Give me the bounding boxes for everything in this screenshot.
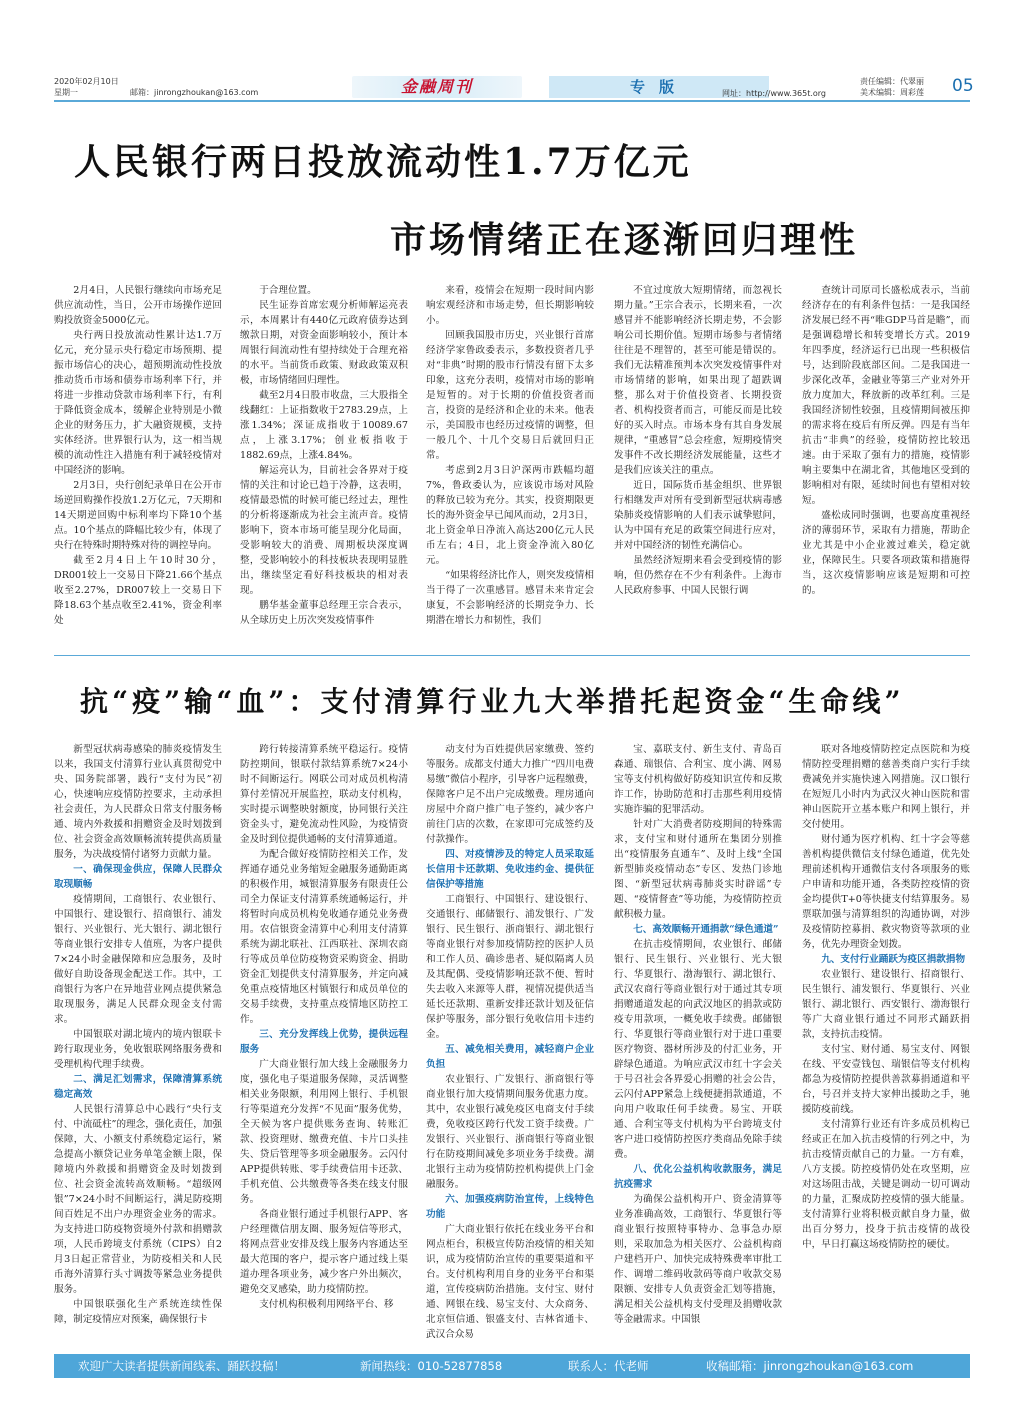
section-subheading: 八、优化公益机构收款服务，满足抗疫需求 (614, 1164, 782, 1190)
article1-subheadline: 市场情绪正在逐渐回归理性 (390, 219, 859, 261)
article2-column (426, 742, 594, 1354)
paragraph: 于合理位置。 (259, 285, 317, 296)
article2-headline: 抗“疫”输“血”：支付清算行业九大举措托起资金“生命线” (80, 685, 905, 718)
article2-column (614, 742, 782, 1354)
paragraph: 新型冠状病毒感染的肺炎疫情发生以来，我国支付清算行业认真贯彻党中央、国务院部署，践行“支付为民”初心，快速响应疫情防控要求，主动承担社会责任，为人民群众日常支付服务畅通、境内外救援和捐赠资金及时划拨到位、社会资金高效顺畅流转提供高质量服务，为决战疫情付诸努力贡献力量。 (54, 744, 222, 860)
issue-weekday: 星期一 (54, 88, 78, 97)
article2-column (54, 742, 222, 1354)
paragraph: 支付宝、财付通、易宝支付、网银在线、平安壹钱包、瑞银信等支付机构都急为疫情防控提供善款募捐通道和平台，号召并支持大家伸出援助之手，驰援防疫前线。 (802, 1044, 970, 1115)
paragraph: 回顾我国股市历史，兴业银行首席经济学家鲁政委表示，多数投资者几乎对“非典”时期的股市行情没有留下太多印象，这充分表明，疫情对市场的影响是短暂的。对于长期的价值投资者而言，投资的是经济和企业的未来。他表示，美国股市也经历过疫情的调整，但一般几个、十几个交易日后就回归正常。 (426, 330, 594, 461)
article1-column (802, 283, 970, 635)
editor-name: 责任编辑：代翠丽 (860, 77, 924, 86)
paragraph: 农业银行、广发银行、浙商银行等商业银行加大疫情期间服务优惠力度。其中，农业银行减免疫区电商支付手续费，免收疫区跨行代发工资手续费。广发银行、兴业银行、浙商银行等商业银行在防疫期间减免多项业务手续费。湖北银行主动为疫情防控机构提供上门金融服务。 (426, 1074, 594, 1190)
paragraph: 支付清算行业还有许多成员机构已经或正在加入抗击疫情的行列之中，为抗击疫情贡献自己的力量。一方有难，八方支援。防控疫情仍处在攻坚期，应对这场阻击战，关键是调动一切可调动的力量，汇聚成防控疫情的强大能量。支付清算行业将积极贡献自身力量，做出百分努力，投身于抗击疫情的战役中，早日打赢这场疫情防控的硬仗。 (802, 1119, 970, 1250)
paragraph: 盛松成同时强调，也要高度重视经济的薄弱环节，采取有力措施，帮助企业尤其是中小企业渡过难关，稳定就业，保障民生。只要各项政策和措施得当，这次疫情影响应该是短期和可控的。 (802, 510, 970, 596)
section-subheading: 一、确保现金供应，保障人民群众取现顺畅 (54, 864, 222, 890)
header-rule (54, 100, 970, 102)
paragraph: 截至2月4日股市收盘，三大股指全线翻红：上证指数收于2783.29点，上涨1.34%；深证成指收于10089.67点，上涨3.17%；创业板指收于1882.69点，上涨4.84%。 (240, 390, 408, 461)
paragraph: 联对各地疫情防控定点医院和为疫情防控受理捐赠的慈善类商户实行手续费减免并实施快速入网措施。汉口银行在短短几小时内为武汉火神山医院和雷神山医院开立基本账户和网上银行，并交付使用。 (802, 744, 970, 830)
section-divider (54, 655, 970, 656)
paragraph: 支付机构积极利用网络平台、移 (259, 1299, 394, 1310)
paragraph: 为配合做好疫情防控相关工作，发挥通存通兑业务缩短金融服务通勤距离的积极作用，城银清算服务有限责任公司全力保证支付清算系统通畅运行，并将暂时向成员机构免收通存通兑业务费用。农信银资金清算中心利用支付清算系统为湖北联社、江西联社、深圳农商行等成员单位防疫物资采购资金、捐助资金汇划提供支付清算服务，并定向减免重点疫情地区村镇银行和成员单位的交易手续费，支持重点疫情地区防控工作。 (240, 849, 408, 1025)
masthead-logo: 金融周刊 (352, 76, 522, 98)
paragraph: 2月4日，人民银行继续向市场充足供应流动性，当日，公开市场操作逆回购投放资金5000亿元。 (54, 285, 222, 326)
paragraph: 截至2月4日上午10时30分，DR001较上一交易日下降21.66个基点收至2.27%，DR007较上一交易日下降18.63个基点收至2.41%，资金利率处 (54, 555, 222, 626)
paragraph: 解运亮认为，目前社会各界对于疫情的关注和讨论已趋于冷静，这表明，疫情最恐慌的时候可能已经过去，理性的分析将逐渐成为社会主流声音。疫情影响下，资本市场可能呈现分化局面，受影响较大的消费、周期板块深度调整，受影响较小的科技板块表现明显胜出，继续坚定看好科技板块的相对表现。 (240, 465, 408, 596)
header-website: 网址：http://www.365t.org (722, 89, 827, 98)
section-subheading: 六、加强疫病防治宣传，上线特色功能 (426, 1194, 594, 1220)
issue-date-block (54, 76, 119, 98)
header-email: 邮箱：jinrongzhoukan@163.com (130, 88, 259, 97)
art-editor-name: 美术编辑：周彩莲 (860, 88, 924, 97)
paragraph: 针对广大消费者防疫期间的特殊需求，支付宝和财付通所在集团分别推出“疫情服务直通车”、及时上线“全国新型肺炎疫情动态”专区、发热门诊地图、“新型冠状病毒肺炎实时辟谣”专题、“疫情督查”等功能，为疫情防控贡献积极力量。 (614, 819, 782, 920)
footer-mailbox: 收稿邮箱：jinrongzhoukan@163.com (706, 1359, 914, 1373)
section-subheading: 三、充分发挥线上优势，提供远程服务 (240, 1029, 408, 1055)
article1-column (54, 283, 222, 635)
paragraph: 中国银联对湖北境内的境内银联卡跨行取现业务，免收银联网络服务费和受理机构代理手续费。 (54, 1029, 222, 1070)
article2-column (802, 742, 970, 1354)
paragraph: 民生证券首席宏观分析师解运亮表示，本周累计有440亿元政府债券达到缴款日期，对资金面影响较小，预计本周银行间流动性有望持续处于合理充裕的水平。当前货币政策、财政政策双积极，市场情绪回归理性。 (240, 300, 408, 386)
section-subheading: 九、支付行业踊跃为疫区捐款捐物 (821, 954, 966, 965)
paragraph: 查统计司原司长盛松成表示，当前经济存在的有利条件包括：一是我国经济发展已经不再“唯GDP马首是瞻”，而是强调稳增长和转变增长方式。2019年四季度，经济运行已出现一些积极信号，达到阶段底部区间。二是我国进一步深化改革，金融业等第三产业对外开放力度加大，释放新的改革红利。三是我国经济韧性较强，且疫情期间被压抑的需求将在疫后有所反弹。四是有当年抗击“非典”的经验，疫情防控比较迅速。由于采取了强有力的措施，疫情影响主要集中在湖北省，其他地区受到的影响相对有限，延续时间也有望相对较短。 (802, 285, 970, 506)
paragraph: 在抗击疫情期间，农业银行、邮储银行、民生银行、兴业银行、光大银行、华夏银行、渤海银行、湖北银行、武汉农商行等商业银行对于通过其专项捐赠通道发起的向武汉地区的捐款或防疫专用款项，一概免收手续费。邮储银行、华夏银行等商业银行对于进口重要医疗物资、器材所涉及的付汇业务，开辟绿色通道。为响应武汉市红十字会关于号召社会各界爱心捐赠的社会公告，云闪付APP紧急上线便捷捐款通道，不向用户收取任何手续费。易宝、开联通、合利宝等支付机构为平台跨境支付客户进口疫情防控医疗类商品免除手续费。 (614, 939, 782, 1160)
paragraph: 鹏华基金董事总经理王宗合表示，从全球历史上历次突发疫情事件 (240, 600, 408, 626)
paragraph: 为确保公益机构开户、资金清算等业务准确高效，工商银行、华夏银行等商业银行按照特事特办、急事急办原则，采取加急为相关医疗、公益机构商户建档开户、加快完成特殊费率审批工作、调增二维码收款码等商户收款交易限额、安排专人负责资金汇划等措施，满足相关公益机构支付受理及捐赠收款等金融需求。中国银 (614, 1194, 782, 1325)
paragraph: “如果将经济比作人，则突发疫情相当于得了一次重感冒。感冒未来肯定会康复，不会影响经济的长期竞争力、长期潜在增长力和韧性，我们 (426, 570, 594, 626)
paragraph: 中国银联强化生产系统连续性保障，制定疫情应对预案，确保银行卡 (54, 1299, 222, 1325)
section-subheading: 四、对疫情涉及的特定人员采取延长信用卡还款期、免收违约金、提供征信保护等措施 (426, 849, 594, 890)
article1-column (426, 283, 594, 635)
paragraph: 农业银行、建设银行、招商银行、民生银行、浦发银行、华夏银行、兴业银行、湖北银行、西安银行、渤海银行等广大商业银行通过不同形式踊跃捐款，支持抗击疫情。 (802, 969, 970, 1040)
footer-slogan: 欢迎广大读者提供新闻线索、踊跃投稿！ (78, 1359, 285, 1373)
paragraph: 跨行转接清算系统平稳运行。疫情防控期间，银联付款结算系统7×24小时不间断运行。网联公司对成员机构清算付差情况开展监控，联动支付机构，实时提示调整映射额度，协同银行关注资金头寸，避免流动性风险，为疫情资金及时到位提供通畅的支付清算通道。 (240, 744, 408, 845)
section-subheading: 七、高效顺畅开通捐款“绿色通道” (633, 924, 779, 935)
article1-column (614, 283, 782, 635)
paragraph: 工商银行、中国银行、建设银行、交通银行、邮储银行、浦发银行、广发银行、民生银行、浙商银行、湖北银行等商业银行对参加疫情防控的医护人员和工作人员、确诊患者、疑似隔离人员及其配偶、受疫情影响还款不便、暂时失去收入来源等人群，视情况提供适当延长还款期、重新安排还款计划及征信保护等服务，部分银行免收信用卡违约金。 (426, 894, 594, 1040)
section-label: 专版 (549, 76, 769, 98)
paragraph: 来看，疫情会在短期一段时间内影响宏观经济和市场走势，但长期影响较小。 (426, 285, 594, 326)
footer-banner (54, 1354, 970, 1378)
article1-headline: 人民银行两日投放流动性1.7万亿元 (74, 141, 692, 183)
paragraph: 各商业银行通过手机银行APP、客户经理微信朋友圈、服务短信等形式，将网点营业安排及线上服务内容通达至最大范围的客户，提示客户通过线上渠道办理各项业务，减少客户外出频次，避免交叉感染，助力疫情防控。 (240, 1209, 408, 1295)
paragraph: 2月3日，央行创纪录单日在公开市场逆回购操作投放1.2万亿元，7天期和14天期逆回购中标利率均下降10个基点。10个基点的降幅比较少有，体现了央行在特殊时期特殊对待的调控导向。 (54, 480, 222, 551)
issue-date: 2020年02月10日 (54, 77, 119, 86)
article1-column (240, 283, 408, 635)
paragraph: 不宜过度放大短期情绪，而忽视长期力量。”王宗合表示，长期来看，一次感冒并不能影响经济长期走势，不会影响公司长期价值。短期市场参与者情绪往往是不理智的，甚至可能是错误的。我们无法精准预判本次突发疫情事件对市场情绪的影响，如果出现了超跌调整，那么对于价值投资者、长期投资者、机构投资者而言，可能反而是比较好的买入时点。市场本身有其自身发展规律，“重感冒”总会痊愈，短期疫情突发事件不改长期经济发展能量，这些才是我们应该关注的重点。 (614, 285, 782, 476)
footer-contact: 联系人：代老师 (568, 1359, 649, 1373)
paragraph: 央行两日投放流动性累计达1.7万亿元，充分显示央行稳定市场预期、提振市场信心的决心，超预期流动性投放推动货币市场和债券市场利率下行，并将进一步推动贷款市场利率下行，有利于降低资金成本，缓解企业特别是小微企业的财务压力，扩大融资规模，支持实体经济。世界银行认为，这一相当规模的流动性注入措施有利于减轻疫情对中国经济的影响。 (54, 330, 222, 476)
article2-column (240, 742, 408, 1354)
editor-credits (860, 76, 924, 98)
paragraph: 广大商业银行加大线上金融服务力度，强化电子渠道服务保障，灵活调整相关业务限额，利用网上银行、手机银行等渠道充分发挥“不见面”服务优势，全天候为客户提供账务查询、转账汇款、投资理财、缴费充值、卡片口头挂失、贷后管理等多项金融服务。云闪付APP提供转账、零手续费信用卡还款、手机充值、公共缴费等各类在线支付服务。 (240, 1059, 408, 1205)
paragraph: 虽然经济短期来看会受到疫情的影响，但仍然存在不少有利条件。上海市人民政府参事、中国人民银行调 (614, 555, 782, 596)
paragraph: 广大商业银行依托在线业务平台和网点柜台，积极宣传防治疫情的相关知识，成为疫情防治宣传的重要渠道和平台。支付机构利用自身的业务平台和渠道，宣传疫病防治措施。支付宝、财付通、网银在线、易宝支付、大众商务、北京恒信通、银盛支付、吉林省通卡、武汉合众易 (426, 1224, 594, 1340)
paragraph: 动支付为百姓提供居家缴费、签约等服务。成都支付通大力推广“四川电费易缴”微信小程序，引导客户远程缴费，保障客户足不出户完成缴费。理房通向房屋中介商户推广电子签约，减少客户前往门店的次数，在家即可完成签约及付款操作。 (426, 744, 594, 845)
paragraph: 财付通为医疗机构、红十字会等慈善机构提供微信支付绿色通道，优先处理前述机构开通微信支付各项服务的账户申请和功能开通，各类防控疫情的资金均提供T+0等快捷支付结算服务。易票联加强与清算组织的沟通协调，对涉及疫情防控募捐、救灾物资等款项的业务，优先办理资金划拨。 (802, 834, 970, 950)
footer-hotline: 新闻热线：010-52877858 (360, 1359, 503, 1373)
section-subheading: 二、满足汇划需求，保障清算系统稳定高效 (54, 1074, 222, 1100)
paragraph: 宝、嘉联支付、新生支付、青岛百森通、瑞银信、合利宝、度小满、网易宝等支付机构做好防疫知识宣传和反欺诈工作，协助防范和打击那些利用疫情实施诈骗的犯罪活动。 (614, 744, 782, 815)
paragraph: 人民银行清算总中心践行“央行支付、中流砥柱”的理念，强化责任，加强保障，大、小额支付系统稳定运行，紧急提高小额贷记业务单笔金额上限，保障境内外救援和捐赠资金及时划拨到位、社会资金流转高效顺畅。“超级网银”7×24小时不间断运行，满足防疫期间百姓足不出户办理资金业务的需求。为支持进口防疫物资境外付款和捐赠款项，人民币跨境支付系统（CIPS）自2月3日起正常营业，为防疫相关和人民币海外清算行头寸调拨等紧急业务提供服务。 (54, 1104, 222, 1295)
section-subheading: 五、减免相关费用，减轻商户企业负担 (426, 1044, 594, 1070)
paragraph: 近日，国际货币基金组织、世界银行相继发声对所有受到新型冠状病毒感染肺炎疫情影响的人们表示诚挚慰问，认为中国有充足的政策空间进行应对，并对中国经济的韧性充满信心。 (614, 480, 782, 551)
paragraph: 疫情期间，工商银行、农业银行、中国银行、建设银行、招商银行、浦发银行、兴业银行、光大银行、湖北银行等商业银行安排专人值班，为客户提供7×24小时金融保障和应急服务，及时做好自助设备现金配送工作。其中，工商银行为客户在异地营业网点提供紧急取现服务，满足人民群众现金支付需求。 (54, 894, 222, 1025)
page-number: 05 (952, 76, 974, 96)
paragraph: 考虑到2月3日沪深两市跌幅均超7%，鲁政委认为，应该说市场对风险的释放已较为充分。其实，投资期限更长的海外资金早已闻风而动，2月3日，北上资金单日净流入高达200亿元人民币左右；4日，北上资金净流入80亿元。 (426, 465, 594, 566)
